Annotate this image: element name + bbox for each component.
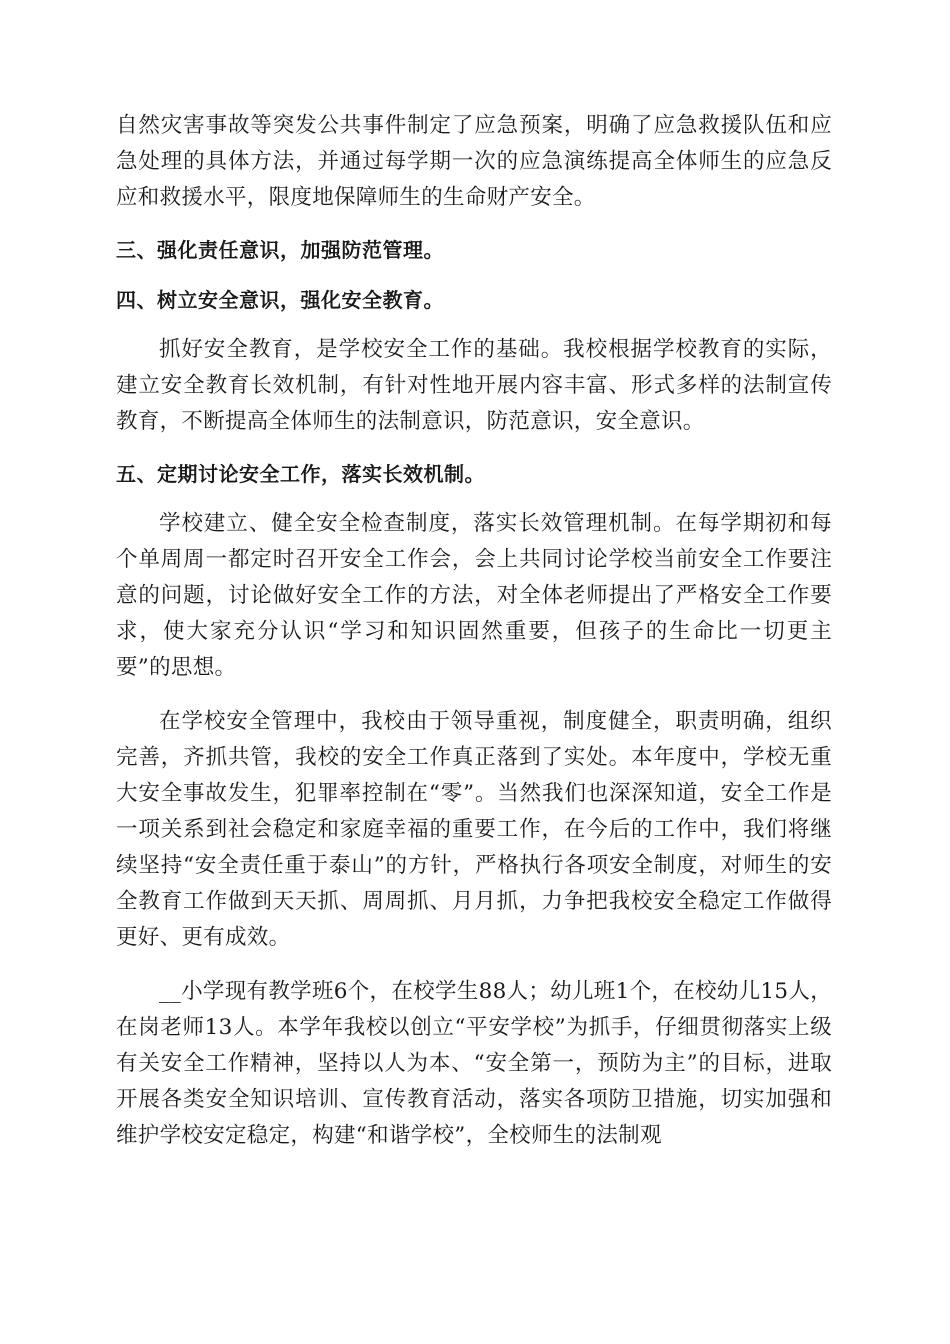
- section-heading-4: 四、树立安全意识，强化安全教育。: [116, 288, 444, 312]
- paragraph-safety-management: 在学校安全管理中，我校由于领导重视，制度健全，职责明确，组织完善，齐抓共管，我校的安全工作真正落到了实处。本年度中，学校无重大安全事故发生，犯罪率控制在“零”。当然我们也深深知道，安全工作是一项关系到社会稳定和家庭幸福的重要工作，在今后的工作中，我们将继续坚持“安全责任重于泰山”的方针，严格执行各项安全制度，对师生的安全教育工作做到天天抓、周周抓、月月抓，力争把我校安全稳定工作做得更好、更有成效。: [116, 709, 832, 950]
- paragraph-inspection-system: 学校建立、健全安全检查制度，落实长效管理机制。在每学期初和每个单周周一都定时召开安全工作会，会上共同讨论学校当前安全工作要注意的问题，讨论做好安全工作的方法，对全体老师提出了严格安全工作要求，使大家充分认识“学习和知识固然重要，但孩子的生命比一切更主要”的思想。: [116, 511, 832, 680]
- section-heading-3: 三、强化责任意识，加强防范管理。: [116, 238, 444, 262]
- document-page: [116, 108, 832, 1154]
- paragraph-school-overview: __小学现有教学班6个，在校学生88人；幼儿班1个，在校幼儿15人，在岗老师13人。本学年我校以创立“平安学校”为抓手，仔细贯彻落实上级有关安全工作精神，坚持以人为本、“安全第一，预防为主”的目标，进取开展各类安全知识培训、宣传教育活动，落实各项防卫措施，切实加强和维护学校安定稳定，构建“和谐学校”，全校师生的法制观: [116, 979, 832, 1148]
- paragraph-safety-education: 抓好安全教育，是学校安全工作的基础。我校根据学校教育的实际，建立安全教育长效机制，有针对性地开展内容丰富、形式多样的法制宣传教育，不断提高全体师生的法制意识，防范意识，安全意识。: [116, 337, 832, 434]
- paragraph-emergency-plan: 自然灾害事故等突发公共事件制定了应急预案，明确了应急救援队伍和应急处理的具体方法，并通过每学期一次的应急演练提高全体师生的应急反应和救援水平，限度地保障师生的生命财产安全。: [116, 113, 832, 210]
- section-heading-5: 五、定期讨论安全工作，落实长效机制。: [116, 462, 485, 486]
